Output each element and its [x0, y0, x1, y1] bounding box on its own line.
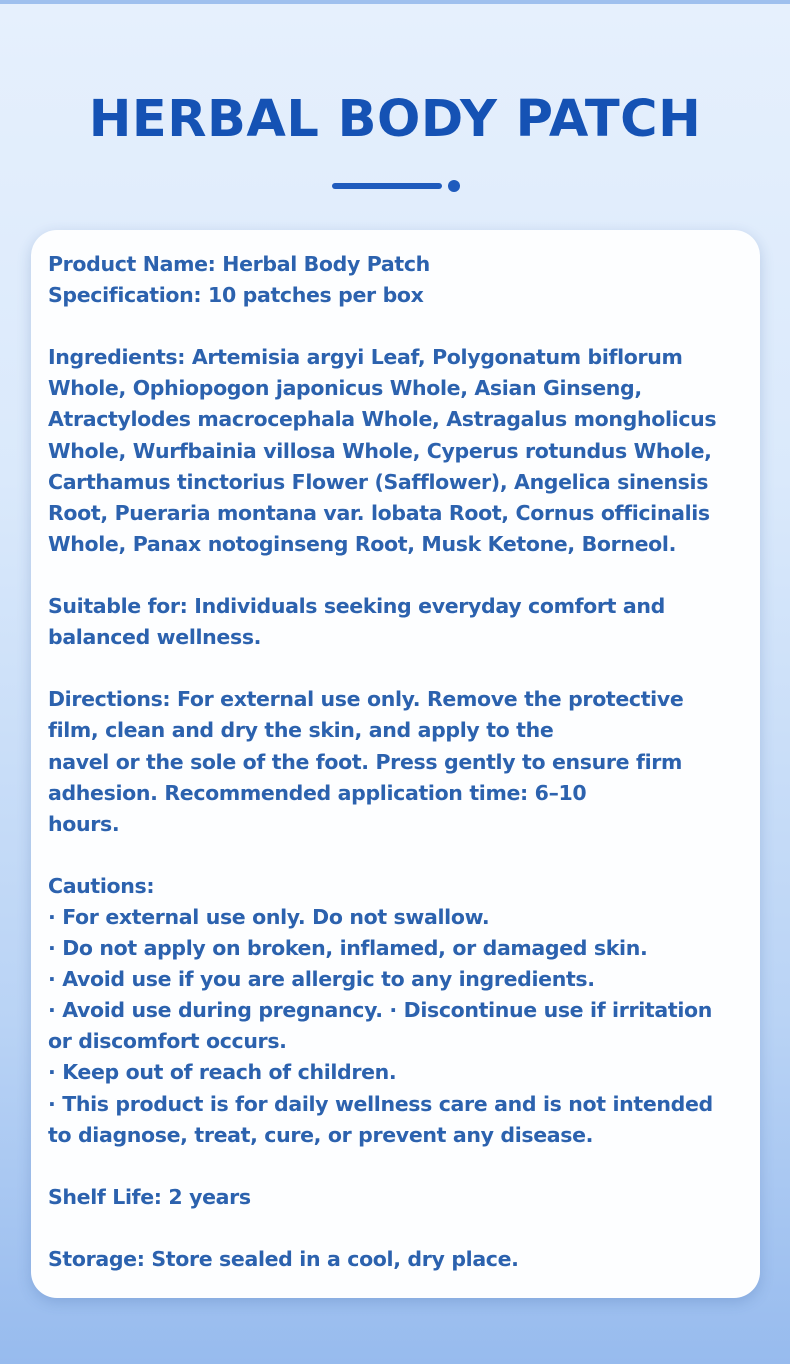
- directions-line: Directions: For external use only. Remove the protective: [48, 687, 684, 712]
- suitable-section: [48, 591, 762, 653]
- ingredients-line: Root, Pueraria montana var. lobata Root, Cornus officinalis: [48, 500, 710, 525]
- ingredients-line: Ingredients: Artemisia argyi Leaf, Polygonatum biflorum: [48, 345, 683, 370]
- spacer: [48, 653, 762, 684]
- divider-dot-icon: [448, 180, 460, 192]
- caution-item: to diagnose, treat, cure, or prevent any disease.: [48, 1122, 594, 1147]
- storage: Storage: Store sealed in a cool, dry place.: [48, 1247, 519, 1271]
- caution-item: · Do not apply on broken, inflamed, or damaged skin.: [48, 936, 648, 961]
- page-title: HERBAL BODY PATCH: [88, 90, 702, 149]
- specification: Specification: 10 patches per box: [48, 283, 424, 308]
- ingredients-line: Whole, Panax notoginseng Root, Musk Ketone, Borneol.: [48, 531, 677, 556]
- ingredients-line: Whole, Wurfbainia villosa Whole, Cyperus rotundus Whole,: [48, 438, 712, 463]
- directions-line: film, clean and dry the skin, and apply to the: [48, 718, 554, 743]
- suitable-line: balanced wellness.: [48, 625, 262, 650]
- spacer: [48, 1151, 762, 1182]
- ingredients-line: Carthamus tinctorius Flower (Safflower), Angelica sinensis: [48, 469, 709, 494]
- ingredients-line: Atractylodes macrocephala Whole, Astragalus mongholicus: [48, 407, 717, 432]
- product-name: Product Name: Herbal Body Patch: [48, 252, 430, 276]
- ingredients-line: Whole, Ophiopogon japonicus Whole, Asian Ginseng,: [48, 376, 642, 401]
- info-content: [48, 249, 762, 1275]
- cautions-section: [48, 871, 762, 1151]
- ingredients-section: [48, 342, 762, 560]
- top-border: [0, 0, 790, 4]
- directions-line: hours.: [48, 811, 120, 836]
- caution-item: · This product is for daily wellness care and is not intended: [48, 1091, 713, 1116]
- caution-item: · Avoid use if you are allergic to any ingredients.: [48, 967, 595, 992]
- caution-item: · For external use only. Do not swallow.: [48, 904, 490, 929]
- cautions-heading: Cautions:: [48, 873, 155, 898]
- spacer: [48, 840, 762, 871]
- directions-section: [48, 684, 762, 839]
- directions-line: navel or the sole of the foot. Press gently to ensure firm: [48, 749, 683, 774]
- divider-bar-icon: [332, 183, 442, 189]
- directions-line: adhesion. Recommended application time: 6–10: [48, 780, 587, 805]
- spacer: [48, 1213, 762, 1244]
- spacer: [48, 311, 762, 342]
- spacer: [48, 560, 762, 591]
- shelf-life: Shelf Life: 2 years: [48, 1184, 251, 1209]
- suitable-line: Suitable for: Individuals seeking everyday comfort and: [48, 594, 665, 619]
- caution-item: · Keep out of reach of children.: [48, 1060, 397, 1085]
- caution-item: · Avoid use during pregnancy. · Discontinue use if irritation: [48, 998, 712, 1023]
- caution-item: or discomfort occurs.: [48, 1029, 287, 1054]
